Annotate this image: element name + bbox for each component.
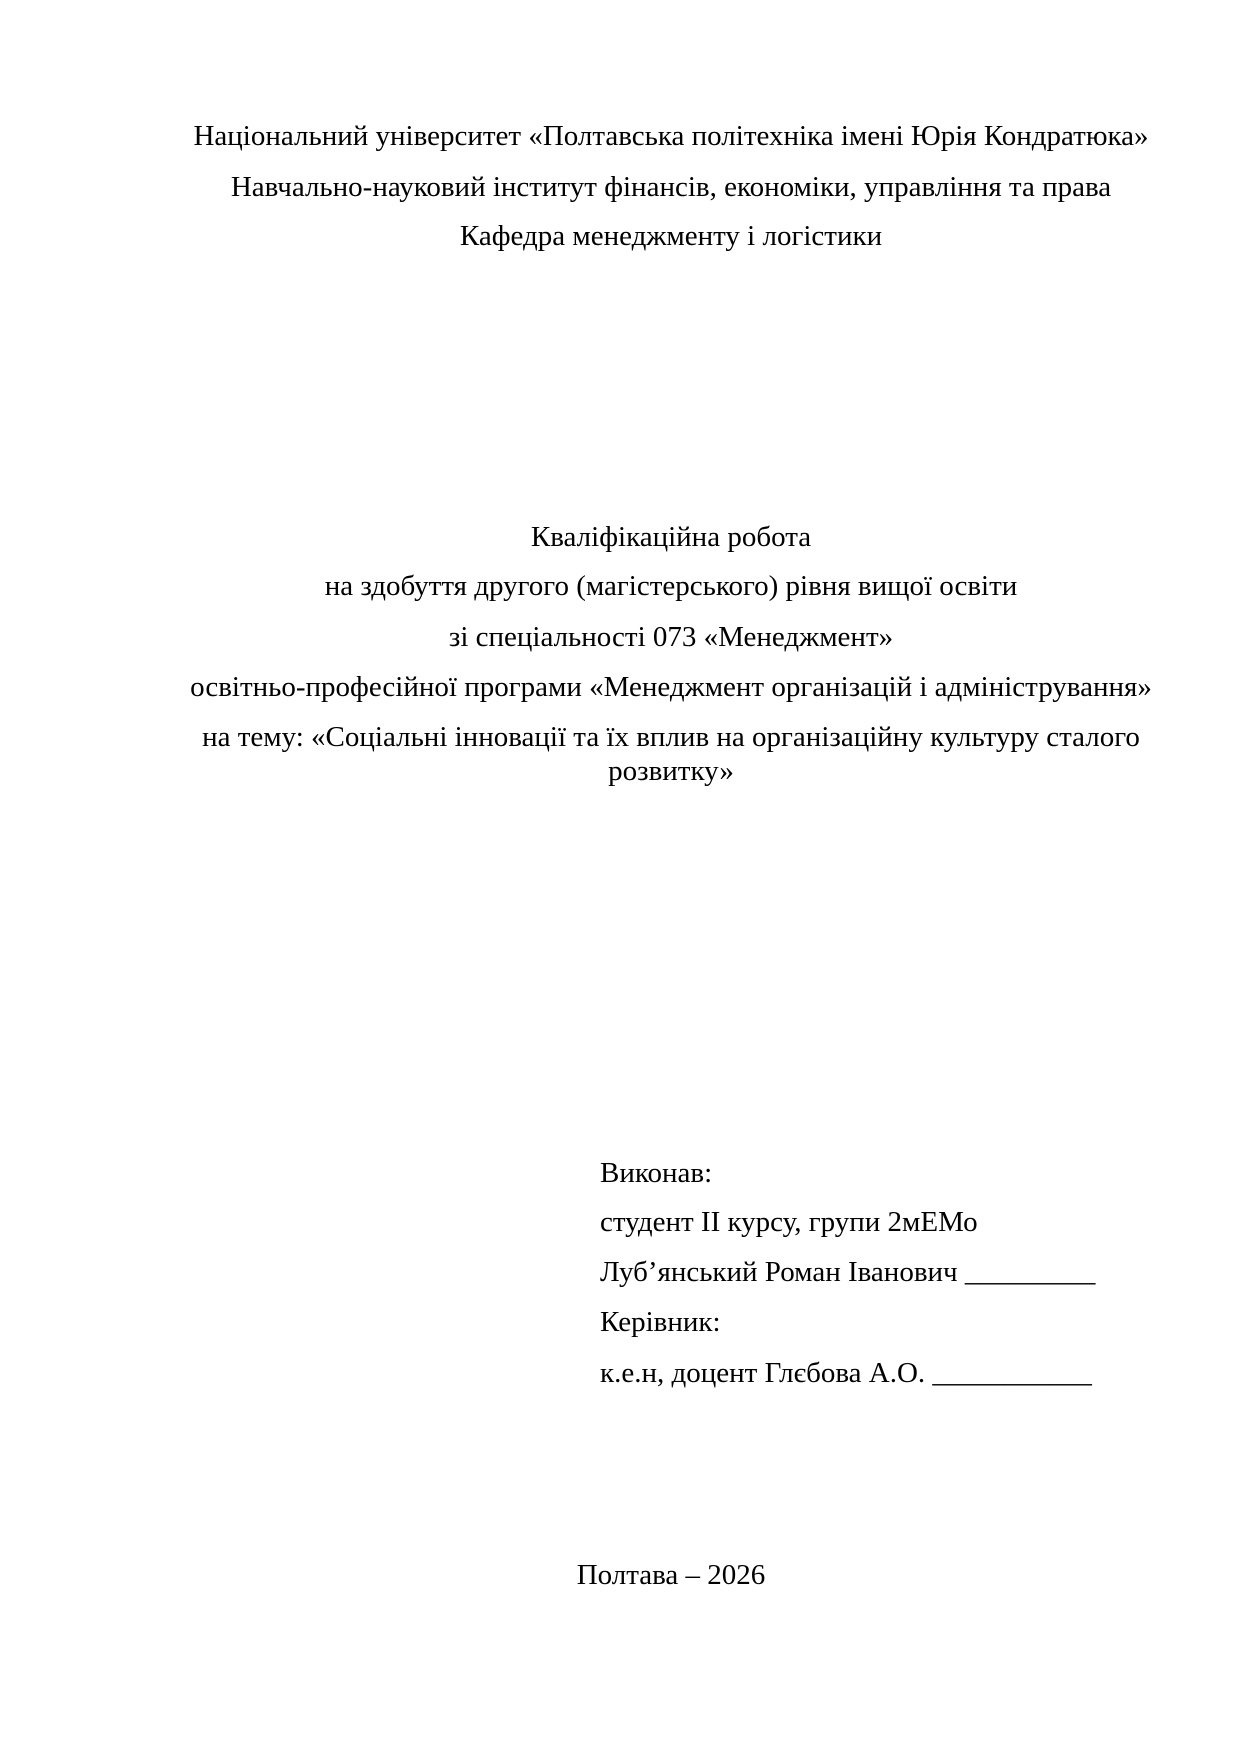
topic-line-1: на тему: «Соціальні інновації та їх вплив на організаційну культуру сталого bbox=[202, 721, 1140, 753]
work-type: Кваліфікаційна робота bbox=[530, 521, 812, 553]
degree-line: на здобуття другого (магістерського) рівня вищої освіти bbox=[324, 570, 1018, 602]
institute-name: Навчально-науковий інститут фінансів, економіки, управління та права bbox=[230, 171, 1112, 203]
city-year: Полтава – 2026 bbox=[576, 1559, 766, 1591]
student-name: Луб’янський Роман Іванович _________ bbox=[600, 1256, 1096, 1288]
specialty-line: зі спеціальності 073 «Менеджмент» bbox=[448, 621, 894, 653]
program-line: освітньо-професійної програми «Менеджмент організацій і адміністрування» bbox=[190, 671, 1152, 703]
supervisor-name: к.е.н, доцент Глєбова А.О. ___________ bbox=[600, 1357, 1092, 1389]
department-name: Кафедра менеджменту і логістики bbox=[459, 220, 883, 252]
topic-line-2: розвитку» bbox=[608, 755, 734, 787]
student-info: студент ІІ курсу, групи 2мЕМо bbox=[600, 1206, 978, 1238]
performed-label: Виконав: bbox=[600, 1157, 713, 1189]
university-name: Національний університет «Полтавська політехніка імені Юрія Кондратюка» bbox=[193, 120, 1149, 152]
supervisor-label: Керівник: bbox=[600, 1306, 721, 1338]
